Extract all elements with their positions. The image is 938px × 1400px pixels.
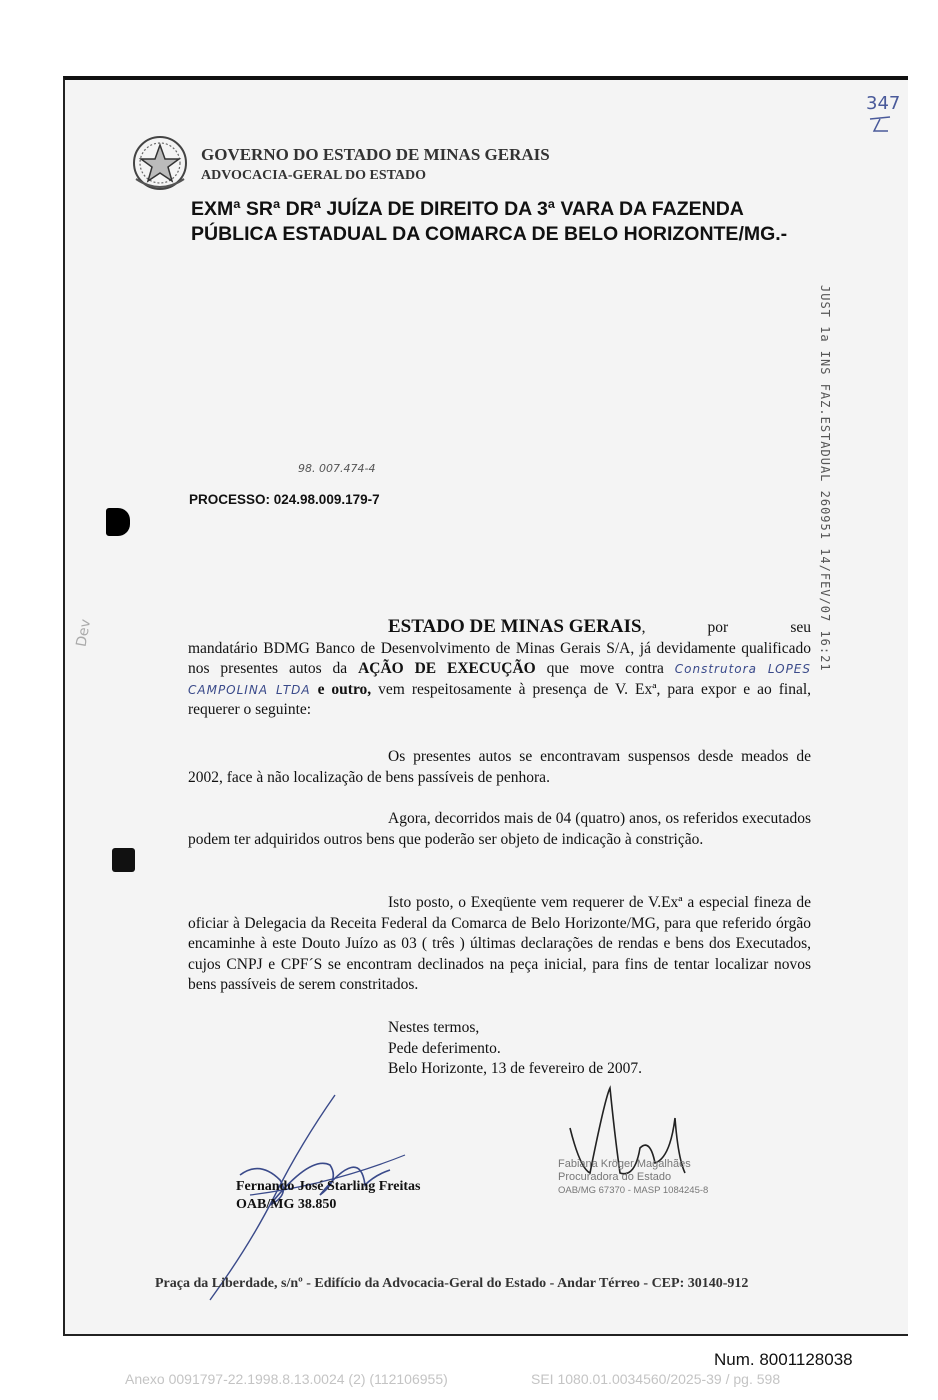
footer-address: Praça da Liberdade, s/nº - Edifício da Advocacia-Geral do Estado - Andar Térreo - CEP: 30140-912 (155, 1276, 749, 1291)
closing-date: Belo Horizonte, 13 de fevereiro de 2007. (388, 1060, 642, 1077)
punch-mark (112, 848, 135, 872)
process-number: PROCESSO: 024.98.009.179-7 (189, 492, 380, 507)
party-comma: , (641, 619, 646, 636)
paragraph-request: Isto posto, o Exeqüente vem requerer de V.Exª a especial fineza de oficiar à Delegacia da Receita Federal da Comarca de Belo Horizonte/MG, para que referido órgão encaminhe à este Douto Juízo as 03 ( três ) últimas declarações de rendas e bens dos Executados, cujos CNPJ e CPF´S se encontram declinados na peça inicial, para fins de tentar localizar novos bens passíveis de serem constritados. (188, 894, 811, 993)
addressee-heading (191, 197, 787, 247)
document-number: Num. 8001128038 (714, 1350, 853, 1369)
and-other: e outro, (310, 680, 372, 698)
opening-rest (188, 639, 811, 721)
opening-text-1: mandatário BDMG Banco de Desenvolvimento de Minas Gerais S/A, já devidamente qualificado nos presentes autos da (188, 639, 811, 677)
closing-line-2: Pede deferimento. (388, 1039, 501, 1057)
state-coat-of-arms-icon (128, 133, 192, 195)
agency-subtitle: ADVOCACIA-GERAL DO ESTADO (201, 168, 427, 183)
handwritten-defendant-2: LOPES CAMPOLINA LTDA (188, 662, 812, 697)
signatory-2-block (558, 1158, 708, 1197)
government-title: GOVERNO DO ESTADO DE MINAS GERAIS (201, 145, 550, 164)
opening-paragraph (188, 617, 811, 721)
paragraph-new-assets: Agora, decorridos mais de 04 (quatro) anos, os referidos executados podem ter adquiridos outros bens que poderão ser objeto de indicação à constrição. (188, 810, 811, 848)
party-name: ESTADO DE MINAS GERAIS (388, 616, 642, 637)
punch-mark (106, 508, 130, 536)
handwritten-page-number (866, 95, 900, 139)
addressee-line-1: EXMª SRª DRª JUÍZA DE DIREITO DA 3ª VARA DA FAZENDA (191, 198, 744, 220)
signatory-2-registration: OAB/MG 67370 - MASP 1084245-8 (558, 1185, 709, 1196)
opening-text-3: vem respeitosamente à presença de V. Exª, para expor e ao final, requerer o seguinte: (188, 680, 812, 718)
party-name-wrap (188, 617, 645, 639)
word-por: por (707, 619, 729, 636)
page-number-text: 347 (866, 93, 901, 114)
addressee-line-2: PÚBLICA ESTADUAL DA COMARCA DE BELO HORIZONTE/MG.- (191, 223, 788, 245)
opening-text-2: que move contra (535, 660, 675, 677)
receipt-stamp: JUST 1a INS FAZ.ESTADUAL 260951 14/FEV/07 16:21 (818, 285, 832, 672)
paragraph-suspended: Os presentes autos se encontravam suspensos desde meados de 2002, face à não localização de bens passíveis de penhora. (188, 748, 811, 786)
annex-reference: Anexo 0091797-22.1998.8.13.0024 (2) (112106955) (125, 1371, 448, 1387)
handwritten-process-number: 98. 007.474-4 (298, 462, 376, 475)
word-seu: seu (790, 619, 811, 636)
signatory-1-block (236, 1178, 420, 1214)
signatory-1-name: Fernando José Starling Freitas (236, 1179, 421, 1194)
signatory-2-title: Procuradora do Estado (558, 1171, 672, 1183)
action-type: AÇÃO DE EXECUÇÃO (358, 660, 536, 677)
closing-block (388, 1018, 642, 1080)
signatory-2-name: Fabiana Kröger Magalhães (558, 1158, 691, 1170)
closing-line-1: Nestes termos, (388, 1019, 480, 1036)
handwritten-defendant-1: Construtora (674, 662, 757, 676)
sei-reference: SEI 1080.01.0034560/2025-39 / pg. 598 (531, 1371, 781, 1387)
signatory-1-oab: OAB/MG 38.850 (236, 1197, 337, 1212)
opening-first-line (188, 617, 811, 639)
page-number-scribble-icon (866, 113, 896, 135)
margin-note: Dev (73, 617, 95, 649)
